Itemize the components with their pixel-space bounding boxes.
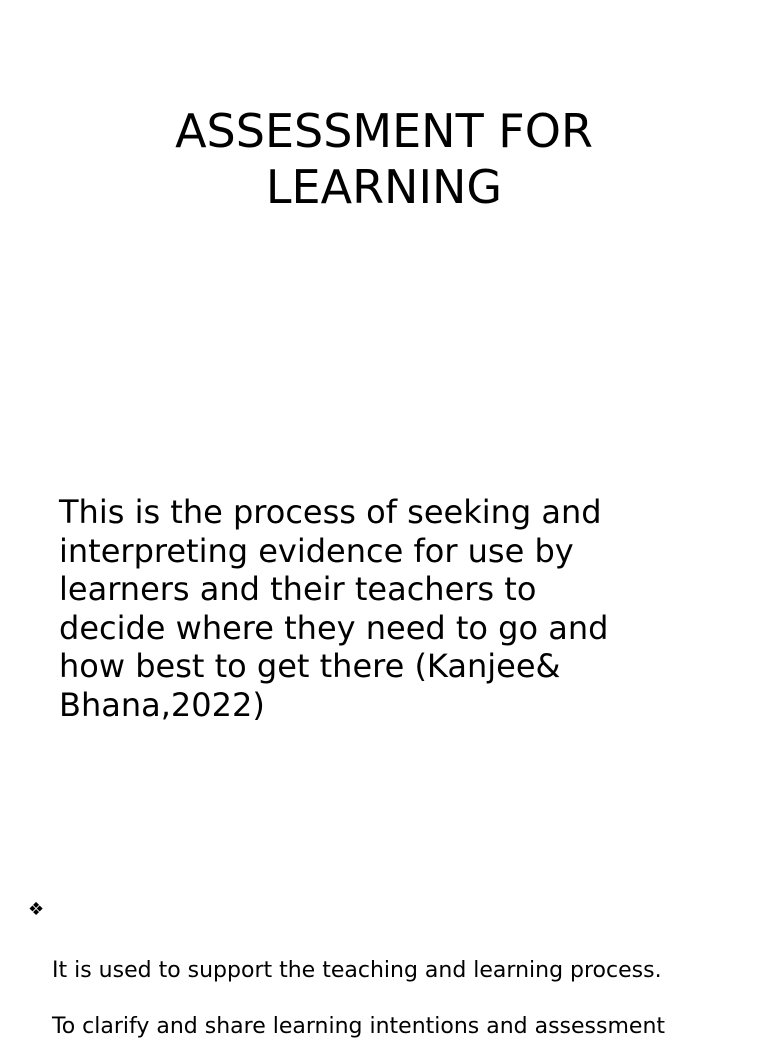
bullet-point-support: It is used to support the teaching and learning process. [52,958,662,983]
definition-paragraph: This is the process of seeking and interpreting evidence for use by learners and their teachers to decide where they need to go and how best to get there (Kanjee& Bhana,2022) [59,493,609,724]
bullet-point-clarify: To clarify and share learning intentions and assessment [52,1014,666,1039]
diamond-bullet-icon: ❖ [28,899,45,920]
page-title: ASSESSMENT FOR LEARNING [175,104,593,214]
